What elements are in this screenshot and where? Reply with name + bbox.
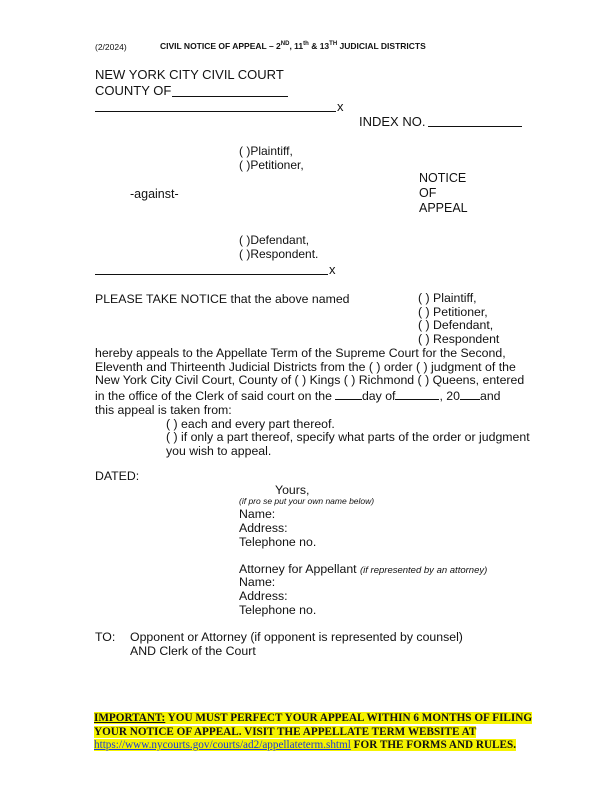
entry-year-field[interactable] — [460, 388, 480, 400]
petitioner-checkbox[interactable]: ( )Petitioner, — [239, 158, 304, 172]
caption-bottom-rule — [95, 274, 328, 275]
notice-intro: PLEASE TAKE NOTICE that the above named — [95, 292, 350, 306]
county-field[interactable] — [172, 96, 288, 97]
yours-label: Yours, — [275, 483, 310, 497]
attorney-address-label: Address: — [239, 589, 288, 603]
caption-top-rule — [95, 111, 336, 112]
appeal-option-part-cont: you wish to appeal. — [166, 443, 272, 458]
to-label: TO: — [95, 630, 116, 644]
plaintiff-checkbox[interactable]: ( )Plaintiff, — [239, 144, 293, 158]
telephone-label: Telephone no. — [239, 535, 317, 549]
form-title-part: , 11 — [289, 41, 304, 51]
dated-label: DATED: — [95, 469, 140, 483]
index-number-field[interactable] — [428, 126, 522, 127]
form-date: (2/2024) — [95, 42, 127, 52]
important-text: FOR THE FORMS AND RULES. — [350, 739, 516, 751]
notice-title-line: NOTICE — [419, 171, 467, 185]
notice-line-text: , 20 — [439, 389, 460, 404]
notice-line — [95, 388, 535, 404]
important-notice — [94, 712, 534, 753]
county-label: COUNTY OF — [95, 83, 172, 98]
notice-line-text: day of — [361, 389, 396, 404]
entry-day-field[interactable] — [335, 388, 362, 400]
form-title-sup: th — [303, 41, 309, 48]
important-text: YOU MUST PERFECT YOUR APPEAL WITHIN 6 MONTHS OF FILING YOUR NOTICE OF APPEAL. VISIT THE APPELLATE TERM WEBSITE AT — [94, 712, 533, 738]
party-option[interactable]: ( ) Defendant, — [418, 318, 494, 333]
attorney-label: Attorney for Appellant — [239, 562, 357, 576]
name-label: Name: — [239, 507, 276, 521]
notice-title-line: APPEAL — [419, 201, 468, 215]
notice-title-line: OF — [419, 186, 437, 200]
appellate-term-link[interactable]: https://www.nycourts.gov/courts/ad2/appellateterm.shtml — [94, 739, 351, 751]
appeal-option-all[interactable]: ( ) each and every part thereof. — [166, 416, 335, 431]
pro-se-note: (if pro se put your own name below) — [239, 496, 375, 506]
form-title-part: JUDICIAL DISTRICTS — [337, 41, 426, 51]
notice-line: hereby appeals to the Appellate Term of the Supreme Court for the Second, — [95, 346, 506, 360]
caption-bottom-x: x — [329, 262, 336, 277]
attorney-line — [239, 562, 487, 578]
form-title-sup: TH — [329, 41, 338, 48]
attorney-note: (if represented by an attorney) — [360, 565, 488, 576]
notice-line: Eleventh and Thirteenth Judicial Districts from the ( ) order ( ) judgment of the — [95, 359, 516, 374]
against-label: -against- — [130, 187, 179, 201]
party-option[interactable]: ( ) Petitioner, — [418, 304, 488, 319]
to-line: AND Clerk of the Court — [130, 644, 256, 658]
caption-top-x: x — [337, 99, 344, 114]
notice-line-text: in the office of the Clerk of said court on the — [95, 389, 332, 404]
court-name: NEW YORK CITY CIVIL COURT — [95, 67, 284, 82]
index-label: INDEX NO. — [359, 114, 426, 129]
notice-line: this appeal is taken from: — [95, 402, 232, 417]
respondent-checkbox[interactable]: ( )Respondent. — [239, 247, 319, 261]
party-option[interactable]: ( ) Plaintiff, — [418, 291, 477, 305]
address-label: Address: — [239, 521, 288, 535]
appeal-option-part[interactable]: ( ) if only a part thereof, specify what parts of the order or judgment — [166, 430, 530, 445]
to-line: Opponent or Attorney (if opponent is represented by counsel) — [130, 630, 463, 644]
attorney-telephone-label: Telephone no. — [239, 603, 317, 617]
form-title-part: & 13 — [308, 41, 330, 51]
notice-body — [95, 347, 535, 459]
entry-month-field[interactable] — [395, 388, 439, 400]
form-title-sup: ND — [280, 41, 290, 48]
notice-line-text: and — [479, 389, 501, 404]
important-label: IMPORTANT: — [94, 712, 166, 724]
attorney-name-label: Name: — [239, 575, 276, 589]
party-option[interactable]: ( ) Respondent — [418, 332, 500, 347]
notice-line: New York City Civil Court, County of ( ) Kings ( ) Richmond ( ) Queens, entered — [95, 373, 525, 388]
defendant-checkbox[interactable]: ( )Defendant, — [239, 233, 310, 247]
form-title-part: CIVIL NOTICE OF APPEAL – 2 — [160, 41, 281, 51]
form-title — [160, 41, 426, 52]
